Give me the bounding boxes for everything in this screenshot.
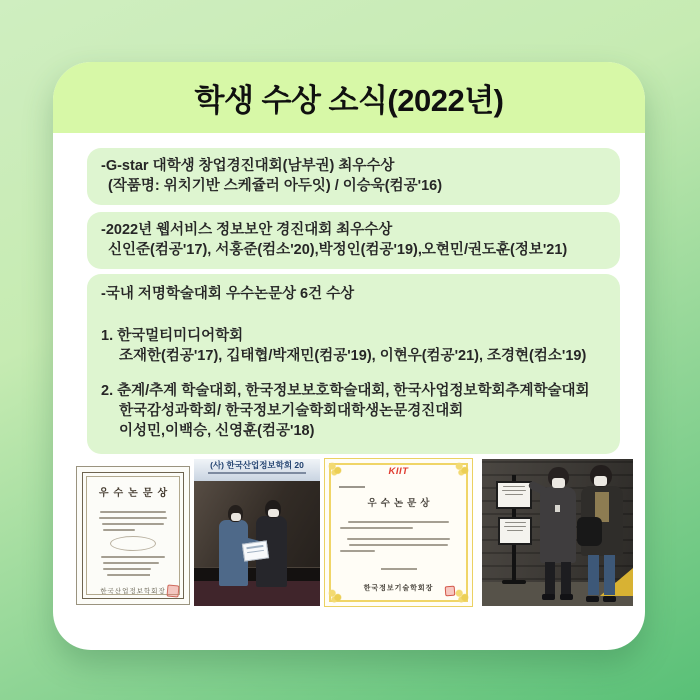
award-papers-item1-names: 조재한(컴공'17), 깁태협/박재민(컴공'19), 이현우(컴공'21), 조경현(컴소'19): [119, 348, 587, 364]
award-card: [53, 62, 645, 650]
certificate-body-text: [93, 507, 173, 580]
student-b-bag: [577, 517, 602, 546]
certificate-date-line: [381, 568, 417, 570]
page-title: 학생 수상 소식(2022년): [194, 83, 504, 118]
student-a-mask: [552, 478, 565, 488]
award-box-gstar: [87, 148, 620, 205]
student-b-leg: [604, 555, 615, 595]
student-b-shoe: [603, 596, 616, 602]
conference-banner-text: (사) 한국산업정보학회 20: [210, 460, 304, 470]
student-a-lanyard-badge: [555, 505, 560, 512]
student-a-leg: [561, 562, 571, 598]
student-a-shoe: [542, 594, 555, 600]
award-websec-line1: -2022년 웹서비스 정보보안 경진대회 최우수상: [101, 222, 393, 238]
award-gstar-line2: (작품명: 위치기반 스케쥴러 아두잇) / 이승욱(컴공'16): [108, 178, 443, 194]
certificate-issuer: 한국산업정보학회장: [100, 588, 166, 595]
photo-certificate-industrial-info: [76, 466, 190, 605]
red-seal-icon: [166, 584, 179, 597]
display-stand-base: [502, 580, 526, 584]
student-a-leg: [545, 562, 555, 598]
conference-banner-subline: [208, 472, 306, 474]
framed-certificate-top: [496, 481, 532, 509]
document-number-line: [339, 486, 365, 488]
card-header: [53, 62, 645, 133]
photo-students-with-frames: [482, 459, 633, 606]
red-seal-icon: [445, 586, 456, 597]
award-papers-item2-title: 2. 춘계/추계 학술대회, 한국정보보호학술대회, 한국사업정보학회추계학술대회: [101, 383, 590, 399]
handed-certificate: [242, 540, 269, 561]
student-b-shoe: [586, 596, 599, 602]
award-papers-item2-names: 이성민,이백승, 신영훈(컴공'18): [119, 423, 315, 439]
framed-certificate-bottom: [498, 517, 532, 545]
student-b-mask: [594, 476, 607, 486]
award-papers-item1-title: 1. 한국멀티미디어학회: [101, 328, 244, 344]
certificate-body-text: [340, 517, 457, 556]
presenter-mask: [231, 513, 241, 521]
kiit-logo: KIIT: [388, 466, 409, 477]
student-a-coat: [540, 487, 576, 563]
student-b-leg: [588, 555, 599, 595]
award-papers-heading: -국내 저명학술대회 우수논문상 6건 수상: [101, 286, 355, 302]
student-mask: [268, 509, 279, 517]
award-websec-line2: 신인준(컴공'17), 서홍준(컴소'20),박정인(컴공'19),오현민/권도훈(정보'21): [108, 242, 568, 258]
student-a-shoe: [560, 594, 573, 600]
certificate-date-line: [116, 574, 150, 576]
award-box-websec: [87, 212, 620, 269]
conference-banner: [194, 459, 320, 481]
watermark-oval: [110, 536, 156, 551]
certificate-title: 우수논문상: [98, 488, 173, 499]
photo-award-ceremony: [194, 459, 320, 606]
photo-certificate-kiit: [324, 458, 473, 607]
certificate-issuer: 한국정보기술학회장: [363, 585, 434, 592]
award-box-papers: [87, 274, 620, 454]
award-papers-item2-line2: 한국감성과학회/ 한국정보기술학회대학생논문경진대회: [119, 403, 464, 419]
certificate-title: 우수논문상: [367, 499, 434, 509]
award-gstar-line1: -G-star 대학생 창업경진대회(남부권) 최우수상: [101, 158, 395, 174]
